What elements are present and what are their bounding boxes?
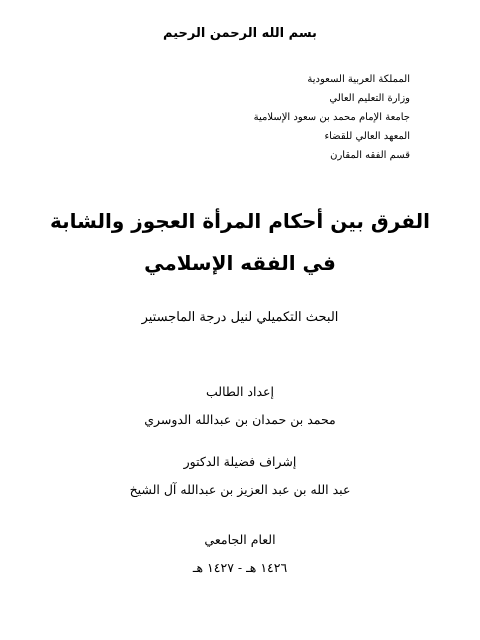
thesis-title-line-1: الفرق بين أحكام المرأة العجوز والشابة — [50, 209, 430, 233]
supervision-section — [0, 448, 480, 504]
thesis-title-line-2: في الفقه الإسلامي — [144, 251, 336, 275]
letterhead-department: قسم الفقه المقارن — [330, 150, 410, 161]
supervisor-name: عبد الله بن عبد العزيز بن عبدالله آل الشيخ — [129, 482, 351, 497]
letterhead-university: جامعة الإمام محمد بن سعود الإسلامية — [253, 112, 410, 123]
academic-year-label: العام الجامعي — [204, 532, 276, 547]
basmala: بسم الله الرحمن الرحيم — [163, 26, 317, 41]
letterhead-ministry: وزارة التعليم العالي — [329, 93, 410, 104]
letterhead-institute: المعهد العالي للقضاء — [324, 131, 410, 142]
supervision-label: إشراف فضيلة الدكتور — [183, 454, 297, 469]
prepared-by-label: إعداد الطالب — [206, 384, 274, 399]
academic-year-value: ١٤٢٦ هـ - ١٤٢٧ هـ — [192, 560, 288, 575]
thesis-title — [0, 200, 480, 284]
degree-statement: البحث التكميلي لنيل درجة الماجستير — [141, 310, 339, 325]
student-name: محمد بن حمدان بن عبدالله الدوسري — [144, 412, 336, 427]
academic-year-section — [0, 526, 480, 582]
letterhead-country: المملكة العربية السعودية — [307, 74, 410, 85]
prepared-by-section — [0, 378, 480, 434]
institution-letterhead — [210, 70, 410, 165]
